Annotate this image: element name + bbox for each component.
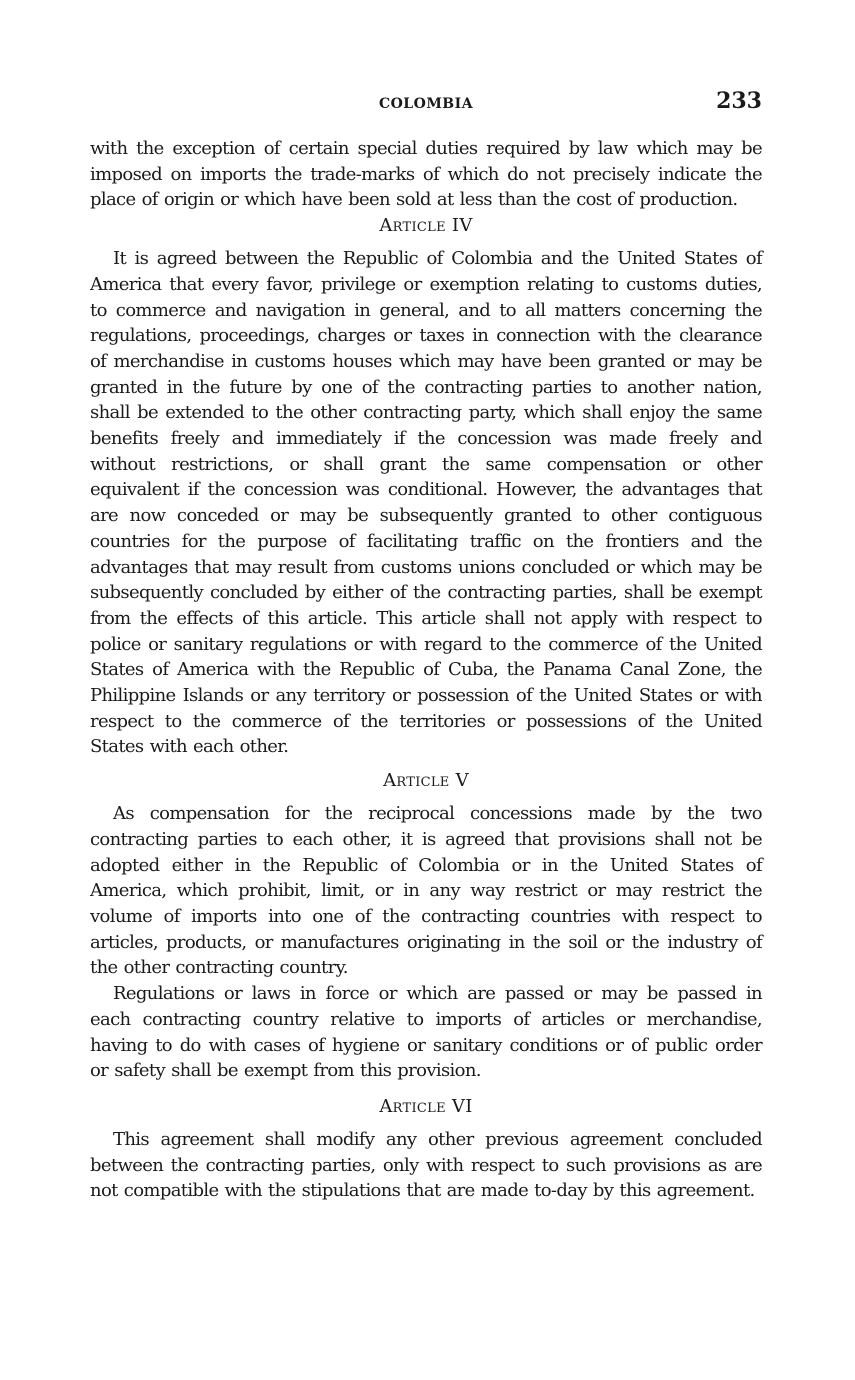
article-6-heading: Article VI — [379, 1095, 473, 1117]
continuation-paragraph: with the exception of certain special duties required by law which may be imposed on imports the trade-marks of which do not precisely indicate the place of origin or which have been sold at less than the cost of production. — [90, 138, 762, 211]
article-4-paragraph: It is agreed between the Republic of Colombia and the United States of America that every favor, privilege or exemption relating to customs duties, to commerce and navigation in general, and to all matters concerning the regulations, proceedings, charges or taxes in connection with the clearance of merchandise in customs houses which may have been granted or may be granted in the future by one of the contracting parties to another nation, shall be extended to the other contracting party, which shall enjoy the same benefits freely and immediately if the concession was made freely and without restrictions, or shall grant the same compensation or other equivalent if the concession was conditional. However, the advantages that are now conceded or may be subsequently granted to other contiguous countries for the purpose of facilitating traffic on the frontiers and the advantages that may result from customs unions concluded or which may be subsequently concluded by either of the contracting parties, shall be exempt from the effects of this article. This article shall not apply with respect to police or sanitary regulations or with regard to the commerce of the United States of America with the Republic of Cuba, the Panama Canal Zone, the Philippine Islands or any territory or possession of the United States or with respect to the commerce of the territories or possessions of the United States with each other. — [90, 248, 762, 758]
document-page — [90, 88, 762, 1204]
article-5-heading: Article V — [383, 770, 469, 792]
article-4-heading: Article IV — [379, 215, 473, 237]
running-title: COLOMBIA — [378, 96, 474, 112]
article-5-paragraph-1: As compensation for the reciprocal concessions made by the two contracting parties to each other, it is agreed that provisions shall not be adopted either in the Republic of Colombia or in the United States of America, which prohibit, limit, or in any way restrict or may restrict the volume of imports into one of the contracting countries with respect to articles, products, or manufactures originating in the soil or the industry of the other contracting country. — [90, 803, 762, 979]
article-5-paragraph-2: Regulations or laws in force or which are passed or may be passed in each contracting country relative to imports of articles or merchandise, having to do with cases of hygiene or sanitary conditions or of public order or safety shall be exempt from this provision. — [90, 983, 762, 1082]
page-header — [90, 88, 762, 124]
page-number: 233 — [716, 88, 762, 114]
article-6-paragraph: This agreement shall modify any other previous agreement concluded between the contracting parties, only with respect to such provisions as are not compatible with the stipulations that are made to-day by this agreement. — [90, 1128, 762, 1202]
